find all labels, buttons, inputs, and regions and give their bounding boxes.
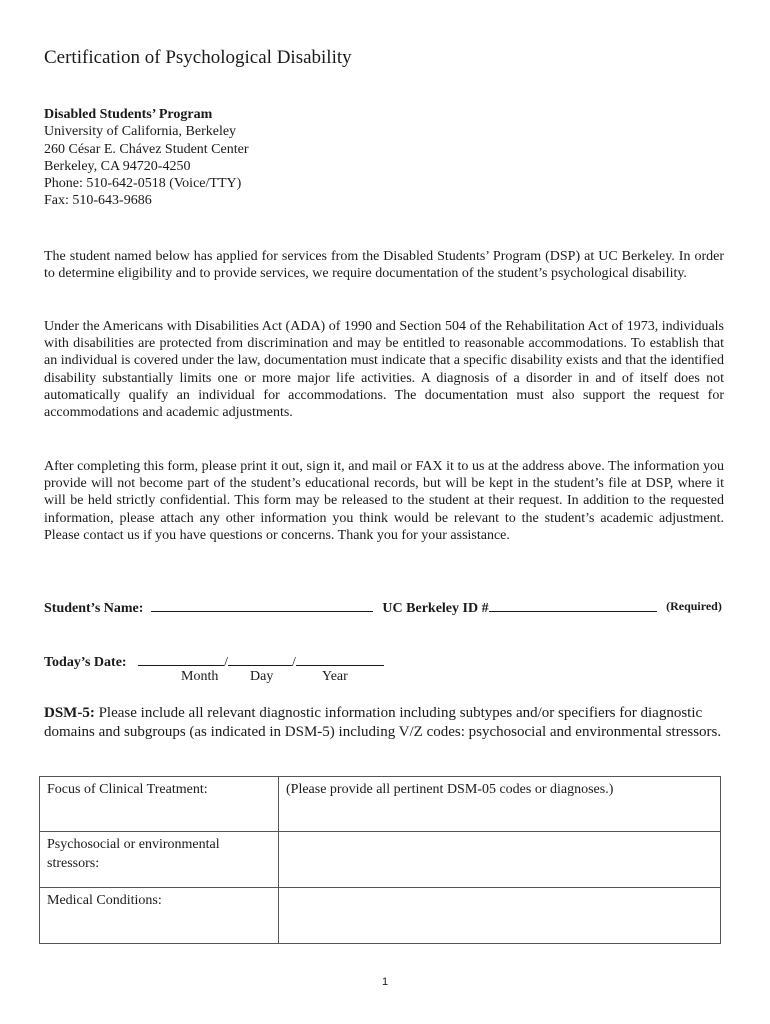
dsm-text: Please include all relevant diagnostic information including subtypes and/or specifiers for diagnostic domains and subgroups (as indicated in DSM-5) including V/Z codes: psychosocial and environmental stressors. bbox=[44, 705, 722, 740]
university-name: University of California, Berkeley bbox=[44, 124, 237, 140]
table-row-label: Psychosocial or environmental stressors: bbox=[40, 832, 279, 888]
date-row bbox=[44, 651, 384, 671]
date-separator: / bbox=[291, 655, 296, 670]
date-label: Today’s Date: bbox=[44, 655, 127, 670]
address-block bbox=[44, 106, 249, 210]
table-row bbox=[40, 832, 721, 888]
table-row bbox=[40, 888, 721, 944]
student-info-row bbox=[44, 597, 722, 617]
month-field[interactable] bbox=[138, 651, 224, 666]
table-row-value[interactable] bbox=[279, 888, 721, 944]
city-address: Berkeley, CA 94720-4250 bbox=[44, 158, 191, 174]
table-row-value[interactable] bbox=[279, 832, 721, 888]
table-row-label: Medical Conditions: bbox=[40, 888, 279, 944]
program-name: Disabled Students’ Program bbox=[44, 107, 213, 122]
month-caption: Month bbox=[181, 669, 219, 684]
table-row-label: Focus of Clinical Treatment: bbox=[40, 777, 279, 832]
ada-paragraph: Under the Americans with Disabilities Act (ADA) of 1990 and Section 504 of the Rehabilitation Act of 1973, individuals with disabilities are protected from discrimination and may be entitled to reasonable accommodations. To establish that an individual is covered under the law, documentation must indicate that a specific disability exists and that the identified disability substantially limits one or more major life activities. A diagnosis of a disorder in and of itself does not automatically qualify an individual for accommodations. The documentation must also support the request for accommodations and academic adjustments. bbox=[44, 319, 724, 421]
table-row bbox=[40, 777, 721, 832]
street-address: 260 César E. Chávez Student Center bbox=[44, 141, 249, 157]
instructions-paragraph: After completing this form, please print it out, sign it, and mail or FAX it to us at the address above. The information you provide will not become part of the student’s educational records, but will be kept in the student’s file at DSP, where it will be held strictly confidential. This form may be released to the student at their request. In addition to the requested information, please attach any other information you think would be relevant to the student’s academic adjustment. Please contact us if you have questions or concerns. Thank you for your assistance. bbox=[44, 459, 724, 543]
intro-paragraph: The student named below has applied for services from the Disabled Students’ Program (DSP) at UC Berkeley. In order to determine eligibility and to provide services, we require documentation of the student’s psychological disability. bbox=[44, 249, 724, 282]
student-name-label: Student’s Name: bbox=[44, 601, 144, 616]
day-caption: Day bbox=[250, 669, 274, 684]
student-name-field[interactable] bbox=[151, 597, 373, 612]
dsm-label: DSM-5: bbox=[44, 705, 95, 721]
required-note: (Required) bbox=[666, 599, 722, 613]
page-number: 1 bbox=[381, 976, 389, 988]
diagnosis-table bbox=[39, 776, 721, 944]
phone-number: Phone: 510-642-0518 (Voice/TTY) bbox=[44, 176, 242, 192]
fax-number: Fax: 510-643-9686 bbox=[44, 193, 152, 209]
year-caption: Year bbox=[322, 669, 348, 684]
table-row-value[interactable]: (Please provide all pertinent DSM-05 codes or diagnoses.) bbox=[279, 777, 721, 832]
day-field[interactable] bbox=[228, 651, 292, 666]
page-title: Certification of Psychological Disability bbox=[44, 47, 352, 68]
uc-id-label: UC Berkeley ID # bbox=[382, 601, 489, 616]
date-separator: / bbox=[224, 655, 228, 670]
dsm-instructions bbox=[44, 704, 724, 742]
year-field[interactable] bbox=[296, 651, 384, 666]
uc-id-field[interactable] bbox=[489, 597, 657, 612]
